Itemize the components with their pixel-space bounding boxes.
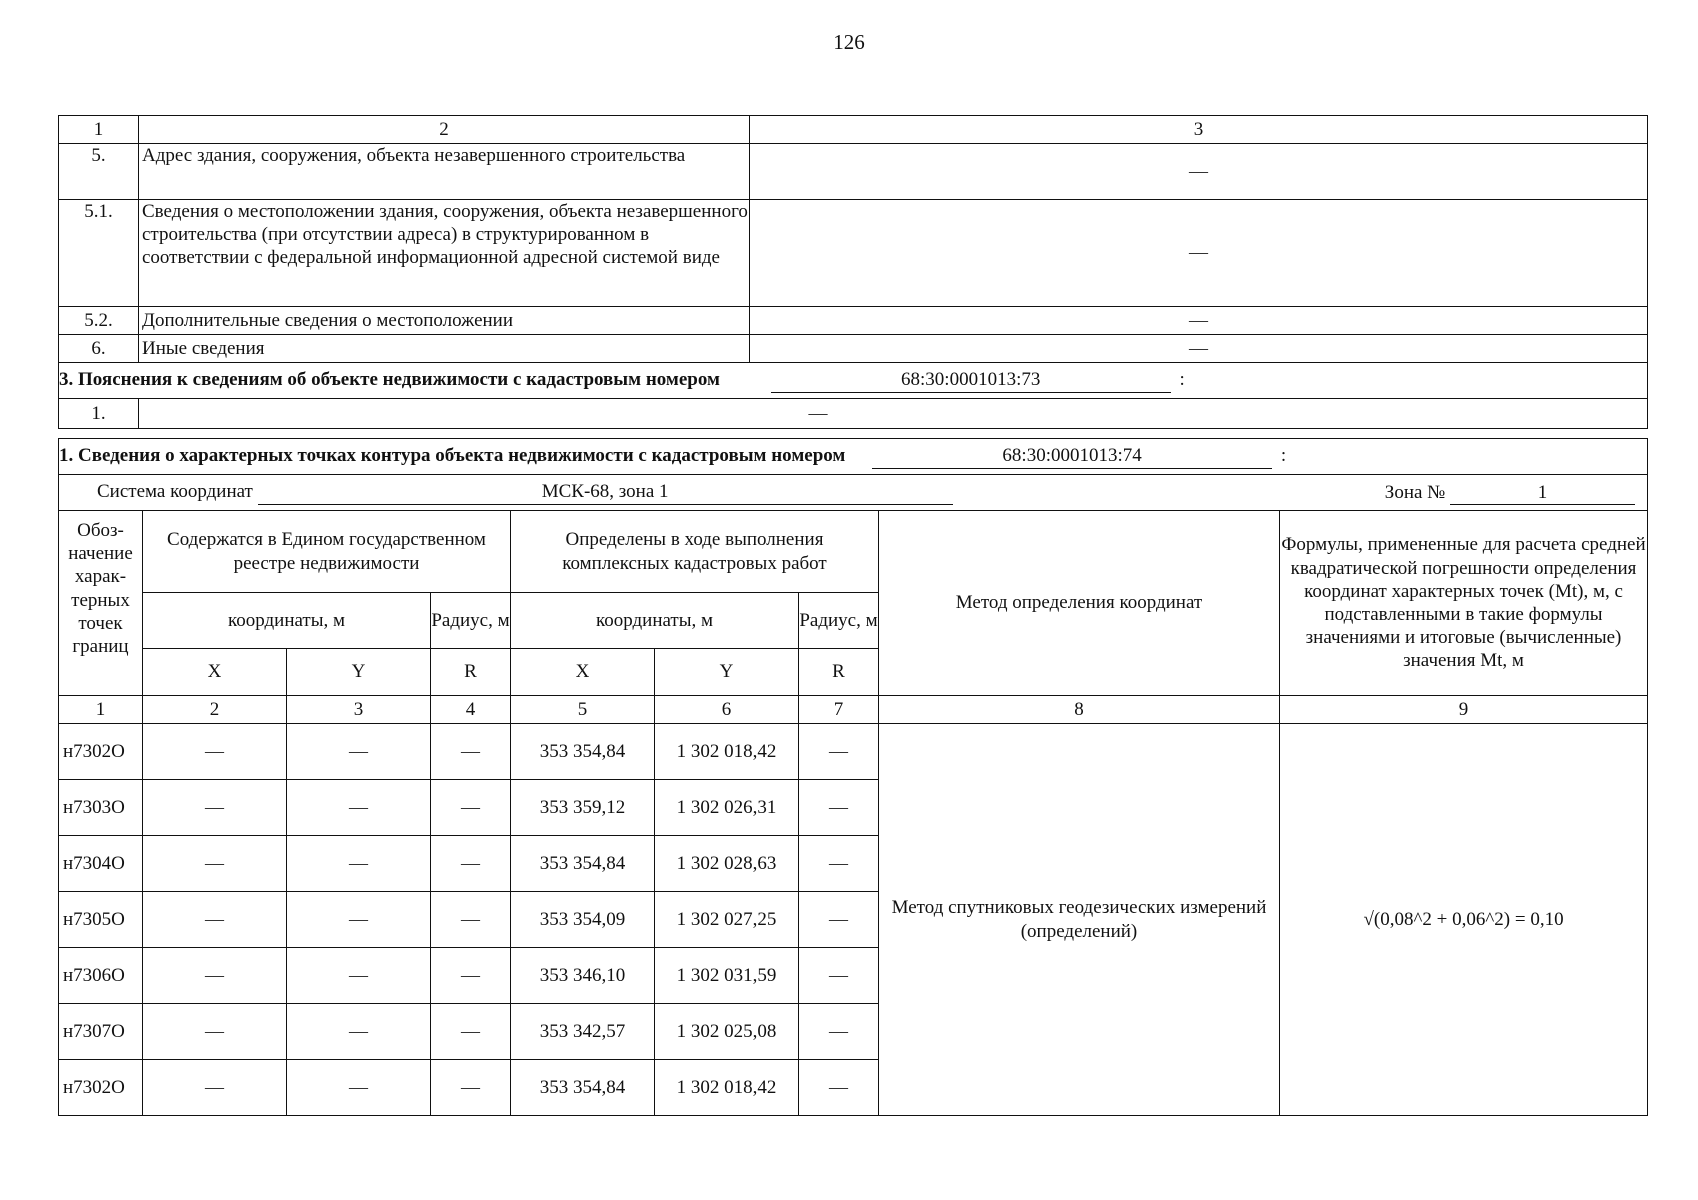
kkr-radius-header: Радиус, м	[799, 593, 879, 649]
column-number-header: 2	[143, 696, 287, 724]
y-header: Y	[287, 649, 431, 696]
point-x: 353 354,84	[511, 1060, 655, 1116]
point-radius: —	[799, 780, 879, 836]
point-y: 1 302 018,42	[655, 1060, 799, 1116]
row-number: 5.1.	[59, 200, 139, 307]
point-designation: н7302О	[59, 1060, 143, 1116]
row-number: 1.	[59, 399, 139, 429]
egrn-x: —	[143, 892, 287, 948]
egrn-header: Содержатся в Едином государственном реестре недвижимости	[143, 511, 511, 593]
section-1-colon: :	[1280, 445, 1287, 467]
egrn-x: —	[143, 1060, 287, 1116]
column-number-header: 2	[139, 116, 750, 144]
point-y: 1 302 025,08	[655, 1004, 799, 1060]
point-designation: н7307О	[59, 1004, 143, 1060]
section-1-header	[59, 439, 1648, 475]
column-number-header: 5	[511, 696, 655, 724]
egrn-x: —	[143, 948, 287, 1004]
table-row	[59, 724, 1648, 780]
zone-value: 1	[1450, 481, 1635, 505]
point-x: 353 359,12	[511, 780, 655, 836]
x-header: X	[511, 649, 655, 696]
egrn-radius: —	[431, 948, 511, 1004]
point-y: 1 302 031,59	[655, 948, 799, 1004]
column-number-header: 4	[431, 696, 511, 724]
method-value: Метод спутниковых геодезических измерений (определений)	[879, 724, 1280, 1116]
row-label: Адрес здания, сооружения, объекта незавершенного строительства	[139, 144, 750, 200]
row-label: Дополнительные сведения о местоположении	[139, 307, 750, 335]
column-number-header: 3	[750, 116, 1648, 144]
row-number: 5.2.	[59, 307, 139, 335]
point-x: 353 342,57	[511, 1004, 655, 1060]
egrn-y: —	[287, 948, 431, 1004]
row-label: Сведения о местоположении здания, сооружения, объекта незавершенного строительства (при отсутствии адреса) в структурированном в соответствии с федеральной информационной адресной системой виде	[139, 200, 750, 307]
section-3-cadastral-number: 68:30:0001013:73	[771, 368, 1171, 392]
section-3-header	[59, 363, 1648, 399]
column-number-header: 1	[59, 696, 143, 724]
point-radius: —	[799, 892, 879, 948]
r-header: R	[431, 649, 511, 696]
row-value: —	[750, 200, 1648, 307]
point-radius: —	[799, 948, 879, 1004]
egrn-y: —	[287, 1004, 431, 1060]
point-designation: н7306О	[59, 948, 143, 1004]
point-designation: н7304О	[59, 836, 143, 892]
row-value: —	[139, 399, 1648, 429]
column-number-header: 8	[879, 696, 1280, 724]
point-radius: —	[799, 724, 879, 780]
egrn-y: —	[287, 892, 431, 948]
egrn-radius: —	[431, 780, 511, 836]
point-radius: —	[799, 1004, 879, 1060]
coordinate-system-row	[59, 475, 1648, 511]
point-designation: н7305О	[59, 892, 143, 948]
egrn-y: —	[287, 780, 431, 836]
x-header: X	[143, 649, 287, 696]
characteristic-points-table	[58, 438, 1648, 1116]
column-number-header: 6	[655, 696, 799, 724]
point-designation: н7303О	[59, 780, 143, 836]
point-x: 353 354,09	[511, 892, 655, 948]
column-number-header: 1	[59, 116, 139, 144]
column-number-header: 9	[1280, 696, 1648, 724]
egrn-x: —	[143, 1004, 287, 1060]
row-number: 6.	[59, 335, 139, 363]
egrn-radius: —	[431, 1004, 511, 1060]
kkr-coords-header: координаты, м	[511, 593, 799, 649]
egrn-coords-header: координаты, м	[143, 593, 431, 649]
egrn-radius-header: Радиус, м	[431, 593, 511, 649]
formula-header: Формулы, примененные для расчета средней квадратической погрешности определения координат характерных точек (Mt), м, с подставленными в такие формулы значениями и итоговые (вычисленные) значения Mt, м	[1280, 511, 1648, 696]
section-1-cadastral-number: 68:30:0001013:74	[872, 444, 1272, 468]
method-header: Метод определения координат	[879, 511, 1280, 696]
egrn-x: —	[143, 724, 287, 780]
egrn-x: —	[143, 780, 287, 836]
kkr-header: Определены в ходе выполнения комплексных кадастровых работ	[511, 511, 879, 593]
y-header: Y	[655, 649, 799, 696]
row-value: —	[750, 307, 1648, 335]
point-x: 353 354,84	[511, 836, 655, 892]
point-y: 1 302 018,42	[655, 724, 799, 780]
egrn-x: —	[143, 836, 287, 892]
egrn-radius: —	[431, 836, 511, 892]
page-number: 126	[833, 30, 865, 54]
property-info-table	[58, 115, 1648, 429]
row-value: —	[750, 144, 1648, 200]
egrn-radius: —	[431, 1060, 511, 1116]
section-3-colon: :	[1179, 369, 1185, 391]
egrn-y: —	[287, 1060, 431, 1116]
point-y: 1 302 026,31	[655, 780, 799, 836]
point-y: 1 302 027,25	[655, 892, 799, 948]
point-x: 353 354,84	[511, 724, 655, 780]
column-number-header: 7	[799, 696, 879, 724]
zone-label: Зона №	[1384, 482, 1446, 503]
section-1-title: 1. Сведения о характерных точках контура объекта недвижимости с кадастровым номером	[59, 445, 846, 467]
row-value: —	[750, 335, 1648, 363]
point-x: 353 346,10	[511, 948, 655, 1004]
point-radius: —	[799, 836, 879, 892]
row-label: Иные сведения	[139, 335, 750, 363]
coordinate-system-value: МСК-68, зона 1	[258, 480, 953, 504]
point-radius: —	[799, 1060, 879, 1116]
point-y: 1 302 028,63	[655, 836, 799, 892]
egrn-radius: —	[431, 724, 511, 780]
row-number: 5.	[59, 144, 139, 200]
formula-value: √(0,08^2 + 0,06^2) = 0,10	[1280, 724, 1648, 1116]
point-designation: н7302О	[59, 724, 143, 780]
designation-header: Обоз-начение харак-терных точек границ	[59, 511, 143, 696]
column-number-header: 3	[287, 696, 431, 724]
egrn-radius: —	[431, 892, 511, 948]
section-3-title: 3. Пояснения к сведениям об объекте недвижимости с кадастровым номером	[59, 369, 720, 391]
egrn-y: —	[287, 724, 431, 780]
r-header: R	[799, 649, 879, 696]
coordinate-system-label: Система координат	[97, 481, 253, 503]
zone-group	[1385, 481, 1635, 505]
egrn-y: —	[287, 836, 431, 892]
